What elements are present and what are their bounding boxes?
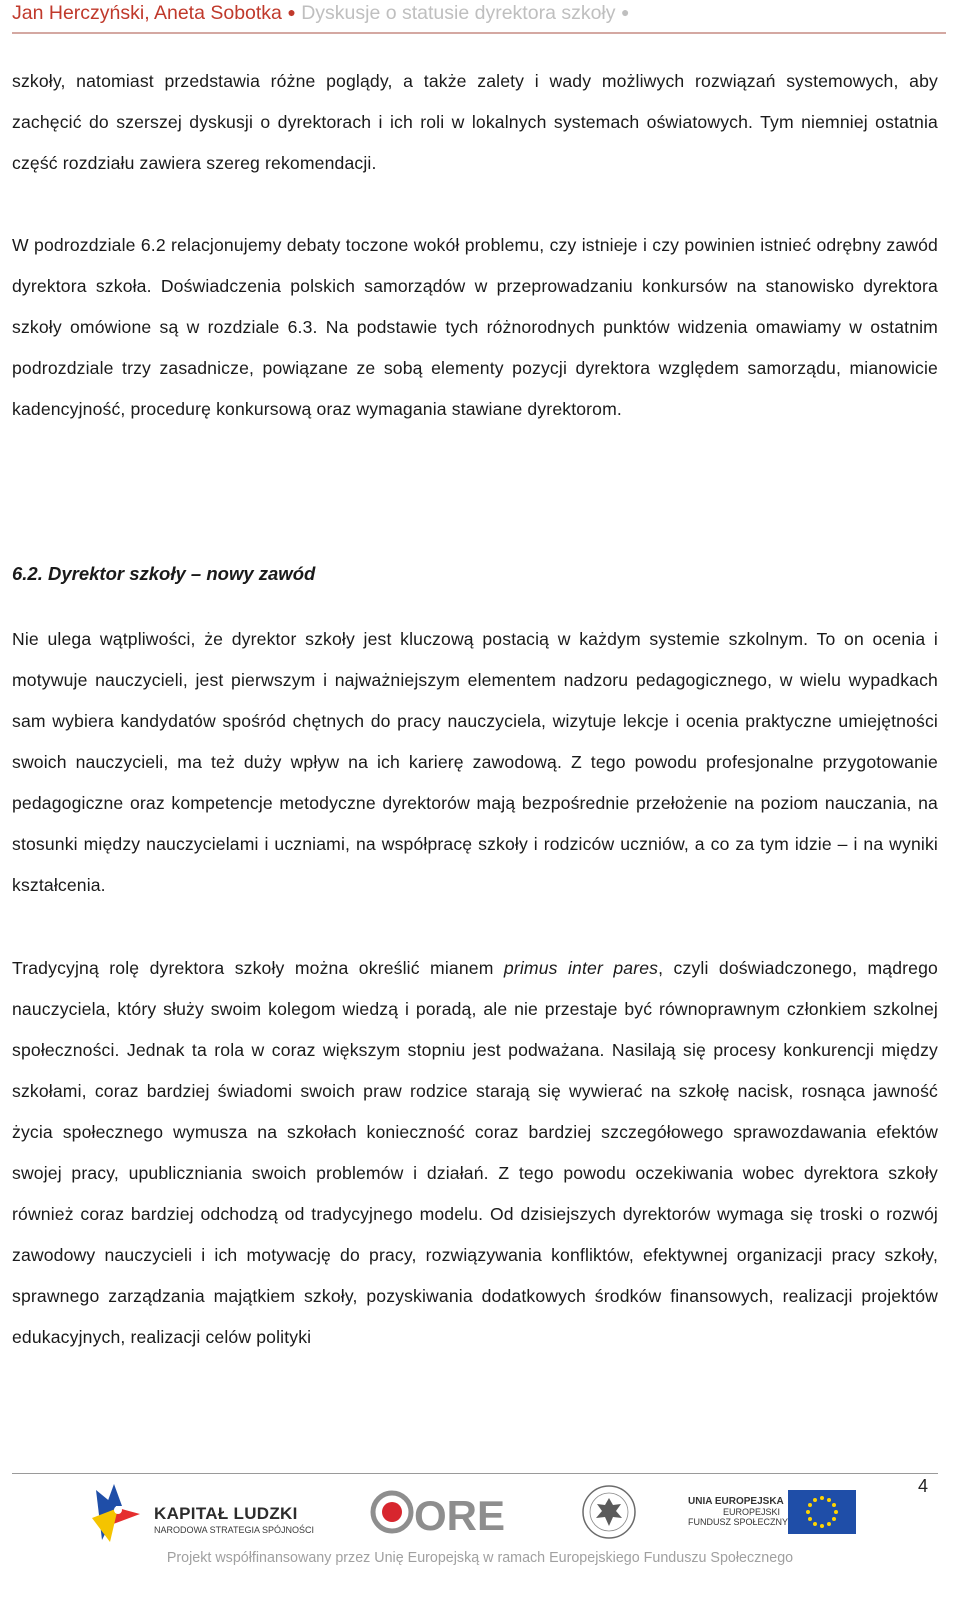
bullet-dot-icon: ●	[287, 4, 296, 20]
bullet-dot-icon: ●	[620, 4, 630, 20]
section-heading: 6.2. Dyrektor szkoły – nowy zawód	[12, 563, 316, 584]
ore-logo-icon	[370, 1490, 506, 1539]
eu-logo-line2: EUROPEJSKI	[722, 1507, 780, 1517]
paragraph-text: Tradycyjną rolę dyrektora szkoły można określić mianem	[12, 958, 504, 978]
eu-flag-icon	[788, 1490, 856, 1534]
university-seal-logo	[580, 1478, 638, 1551]
paragraph-key-role: Nie ulega wątpliwości, że dyrektor szkoły jest kluczową postacią w każdym systemie szkolnym. To on ocenia i motywuje nauczycieli, jest pierwszym i najważniejszym elementem nadzoru pedagogicznego, w wielu wypadkach sam wybiera kandydatów spośród chętnych do pracy nauczyciela, wizytuje lekcje i ocenia praktyczne umiejętności swoich nauczycieli, ma też duży wpływ na ich karierę zawodową. Z tego powodu profesjonalne przygotowanie pedagogiczne oraz kompetencje metodyczne dyrektorów mają bezpośrednie przełożenie na poziom nauczania, na stosunki między nauczycielami i uczniami, na współpracę szkoły i rodziców uczniów, a co za tym idzie – i na wyniki kształcenia.	[12, 629, 938, 895]
kapital-ludzki-logo	[88, 1480, 315, 1551]
page-number: 4	[918, 1476, 929, 1496]
italic-phrase: primus inter pares	[503, 958, 659, 978]
eu-logo-line3: FUNDUSZ SPOŁECZNY	[688, 1517, 789, 1527]
funding-note: Projekt współfinansowany przez Unię Europejską w ramach Europejskiego Funduszu Społecznego	[166, 1550, 794, 1566]
kapital-ludzki-star-icon	[88, 1480, 146, 1546]
footer-divider	[12, 1473, 938, 1474]
paragraph-intro: szkoły, natomiast przedstawia różne poglądy, a także zalety i wady możliwych rozwiązań systemowych, aby zachęcić do szerszej dyskusji o dyrektorach i ich roli w lokalnych systemach oświatowych. Tym niemniej ostatnia część rozdziału zawiera szereg rekomendacji.	[12, 71, 938, 173]
ore-logo	[370, 1490, 506, 1543]
kapital-ludzki-title: KAPITAŁ LUDZKI	[154, 1504, 298, 1523]
paragraph-overview: W podrozdziale 6.2 relacjonujemy debaty toczone wokół problemu, czy istnieje i czy powinien istnieć odrębny zawód dyrektora szkoła. Doświadczenia polskich samorządów w przeprowadzaniu konkursów na stanowisko dyrektora szkoły omówione są w rozdziale 6.3. Na podstawie tych różnorodnych punktów widzenia omawiamy w ostatnim podrozdziale trzy zasadnicze, powiązane ze sobą elementy pozycji dyrektora względem samorządu, mianowicie kadencyjność, procedurę konkursową oraz wymagania stawiane dyrektorom.	[12, 235, 938, 419]
paragraph-traditional-role	[12, 948, 938, 1358]
footer-logos	[80, 1478, 880, 1548]
running-header	[12, 0, 946, 34]
eu-logo-line1: UNIA EUROPEJSKA	[688, 1496, 784, 1507]
kapital-ludzki-subtitle: NARODOWA STRATEGIA SPÓJNOŚCI	[154, 1525, 315, 1535]
header-authors: Jan Herczyński, Aneta Sobotka	[12, 2, 282, 24]
paragraph-text: , czyli doświadczonego, mądrego nauczyciela, który służy swoim kolegom wiedzą i poradą, ale nie przestaje być równoprawnym członkiem szkolnej społeczności. Jednak ta rola w coraz większym stopniu jest podważana. Nasilają się procesy konkurencji między szkołami, coraz bardziej świadomi swoich praw rodzice starają się wywierać na szkołę nacisk, rosnąca jawność życia społecznego wymusza na szkołach konieczność coraz bardziej szczegółowego sprawozdawania efektów swojej pracy, upubliczniania swoich problemów i działań. Z tego powodu oczekiwania wobec dyrektora szkoły również coraz bardziej odchodzą od tradycyjnego modelu. Od dzisiejszych dyrektorów wymaga się troski o rozwój zawodowy nauczycieli i ich motywację do pracy, rozwiązywania konfliktów, efektywnej organizacji pracy szkoły, sprawnego zarządzania majątkiem szkoły, pozyskiwania dodatkowych środków finansowych, realizacji projektów edukacyjnych, realizacji celów polityki	[12, 958, 938, 1347]
ore-logo-text: ORE	[414, 1492, 506, 1539]
university-seal-icon	[580, 1478, 638, 1546]
header-title: Dyskusje o statusie dyrektora szkoły	[301, 2, 616, 24]
